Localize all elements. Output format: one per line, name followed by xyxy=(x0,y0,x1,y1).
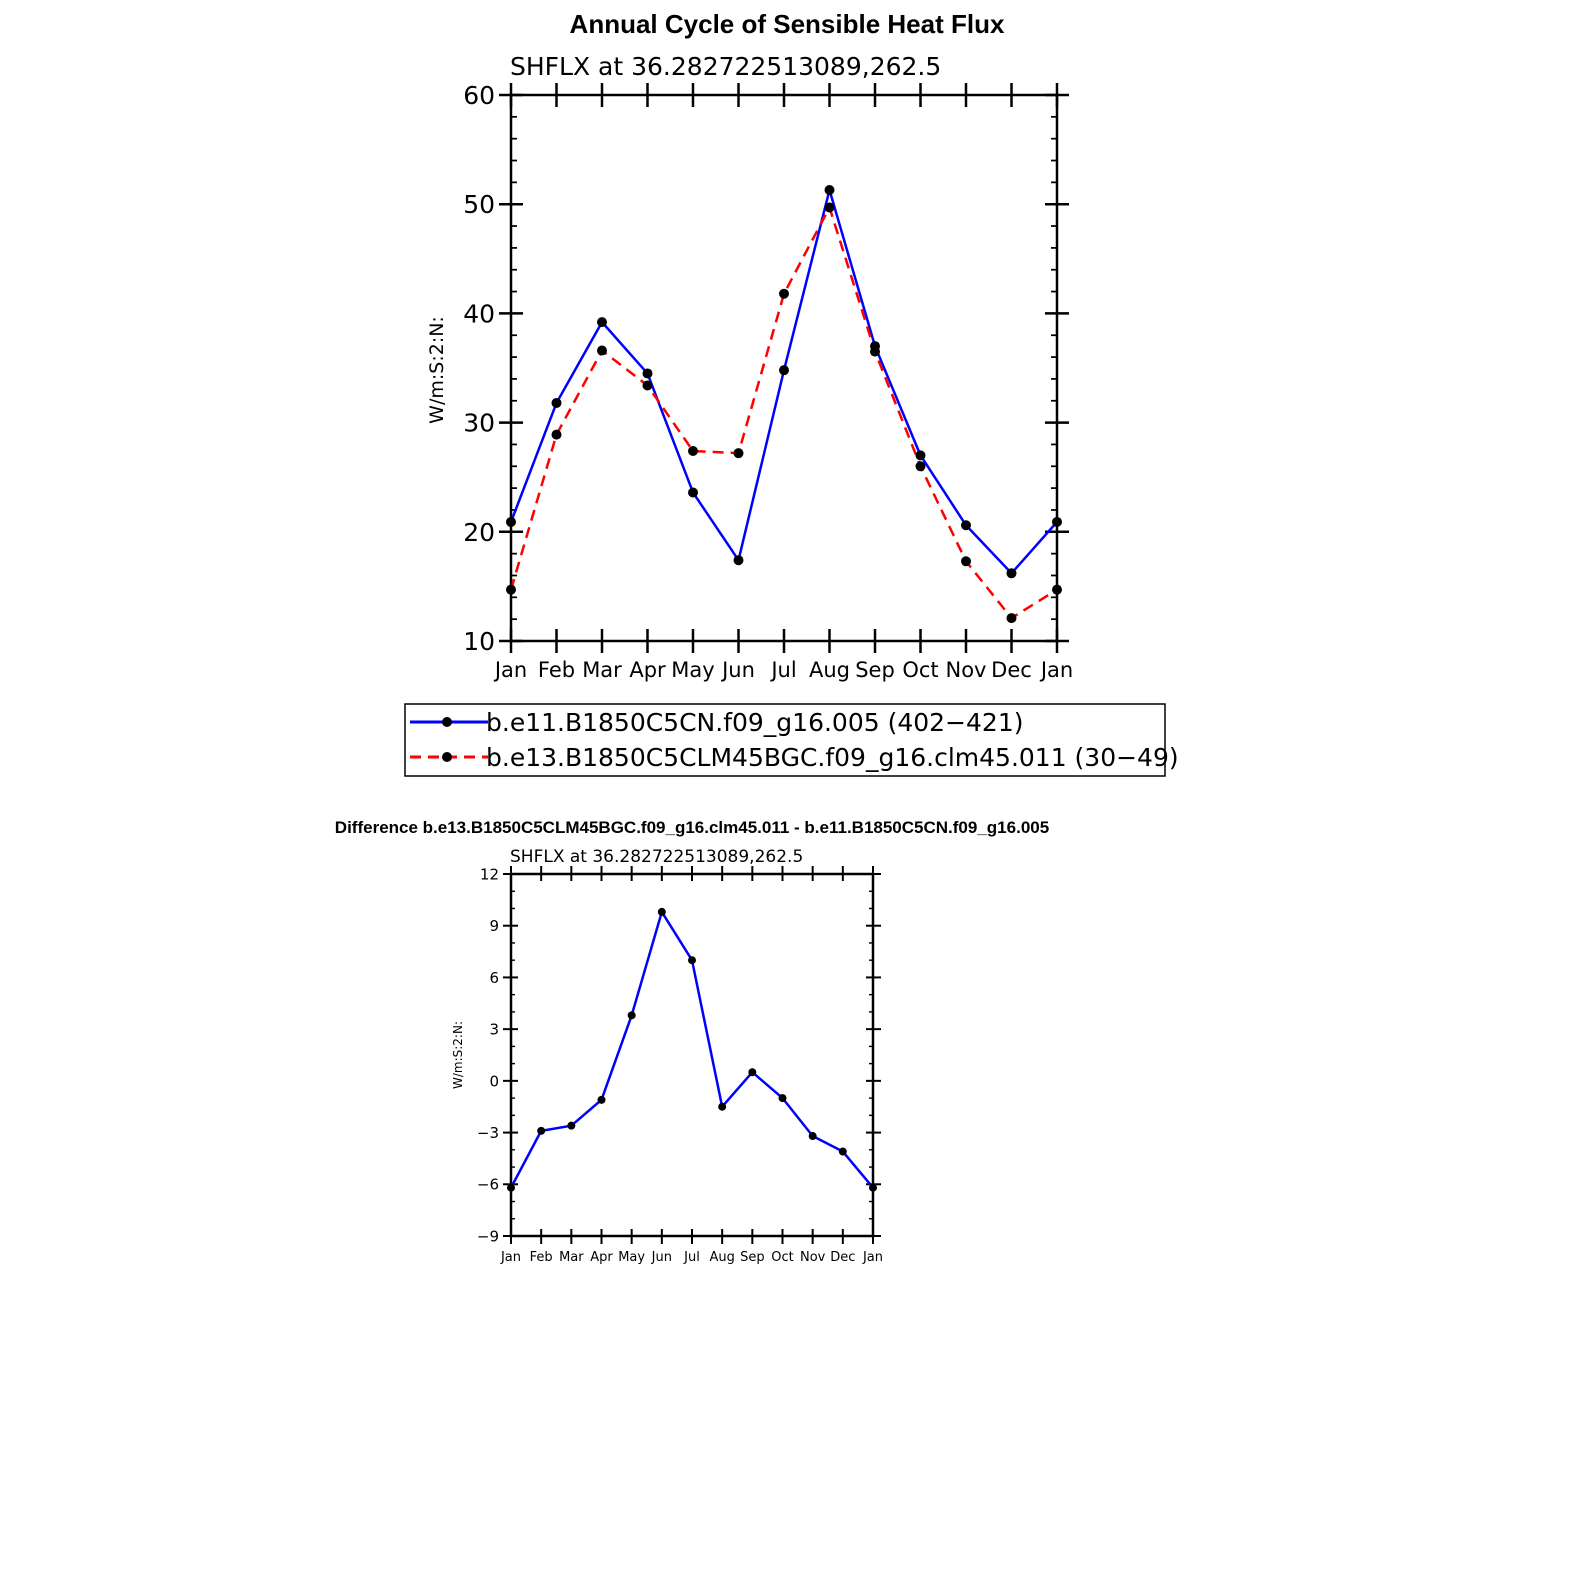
chart2-series-1-point xyxy=(809,1132,817,1140)
chart2-xtick-label: Dec xyxy=(830,1250,856,1265)
chart2-series-1-point xyxy=(537,1127,545,1135)
chart1-ytick-label: 60 xyxy=(463,81,495,110)
chart2-xtick-label: Jun xyxy=(651,1250,672,1265)
legend-marker-series-1 xyxy=(442,717,452,727)
chart1-series-2-point xyxy=(1052,585,1062,595)
chart1-series-1-point xyxy=(779,365,789,375)
chart2-xtick-label: Jul xyxy=(684,1250,700,1265)
chart2-ytick-label: 12 xyxy=(479,865,499,884)
chart1-xtick-label: Apr xyxy=(629,658,666,682)
chart1-series-2-point xyxy=(506,585,516,595)
chart1-series-2-point xyxy=(688,446,698,456)
chart1-series-2-point xyxy=(825,202,835,212)
chart2-series-1-point xyxy=(507,1184,515,1192)
chart2-series-1-point xyxy=(779,1094,787,1102)
chart1-xtick-label: May xyxy=(671,658,715,682)
chart1-subtitle: SHFLX at 36.282722513089,262.5 xyxy=(510,52,942,81)
chart2-frame xyxy=(511,874,873,1236)
chart2-xtick-label: Oct xyxy=(771,1250,794,1265)
chart1-xtick-label: Aug xyxy=(808,658,851,682)
chart1-series-1-point xyxy=(1052,517,1062,527)
chart1-xtick-label: Jan xyxy=(494,658,528,682)
chart2-ytick-label: 3 xyxy=(489,1020,499,1039)
chart2-ytick-label: 6 xyxy=(489,968,499,987)
chart2-series-1-point xyxy=(869,1184,877,1192)
chart1-series-2-point xyxy=(870,347,880,357)
chart2-series-1-point xyxy=(658,908,666,916)
chart1-series-1-point xyxy=(597,317,607,327)
chart2-xtick-label: Aug xyxy=(709,1250,735,1265)
chart1-series-2-point xyxy=(552,430,562,440)
chart1-series-2-line xyxy=(511,207,1057,618)
chart1-series-2-point xyxy=(1007,613,1017,623)
chart1-ytick-label: 10 xyxy=(463,627,495,656)
chart2-series-1-point xyxy=(628,1011,636,1019)
chart1-series-1-point xyxy=(643,368,653,378)
chart2-series-1-point xyxy=(748,1068,756,1076)
chart2-xtick-label: Mar xyxy=(559,1250,584,1265)
chart2-xtick-label: Feb xyxy=(529,1250,553,1265)
chart2-series-1-point xyxy=(839,1148,847,1156)
chart1-plot xyxy=(463,81,1073,682)
chart1-series-1-point xyxy=(734,555,744,565)
chart1-xtick-label: Mar xyxy=(582,658,622,682)
chart2-ytick-label: −9 xyxy=(476,1227,499,1246)
chart2-ytick-label: 0 xyxy=(489,1072,499,1091)
chart2-ytick-label: −3 xyxy=(476,1123,499,1142)
legend-marker-series-2 xyxy=(442,752,452,762)
chart2-title: Difference b.e13.B1850C5CLM45BGC.f09_g16.clm45.011 - b.e11.B1850C5CN.f09_g16.005 xyxy=(334,818,1050,837)
chart1-ytick-label: 40 xyxy=(463,299,495,329)
chart2-series-1-point xyxy=(598,1096,606,1104)
chart2-series-1-point xyxy=(567,1122,575,1130)
chart1-xtick-label: Dec xyxy=(991,658,1032,682)
chart1-ytick-label: 20 xyxy=(463,517,495,547)
chart1-ylabel: W/m:S:2:N: xyxy=(426,316,448,424)
chart2-xtick-label: Sep xyxy=(740,1250,765,1265)
chart1-title: Annual Cycle of Sensible Heat Flux xyxy=(569,9,1005,39)
chart1-series-2-point xyxy=(643,380,653,390)
chart1-series-2-point xyxy=(961,556,971,566)
chart1-series-1-point xyxy=(825,185,835,195)
chart1-series-2-point xyxy=(597,346,607,356)
chart1-xtick-label: Sep xyxy=(855,658,895,682)
chart2-subtitle: SHFLX at 36.282722513089,262.5 xyxy=(510,847,804,867)
chart2-ylabel: W/m:S:2:N: xyxy=(451,1021,465,1089)
chart1-xtick-label: Nov xyxy=(945,658,987,682)
chart1-series-1-point xyxy=(1007,568,1017,578)
chart1-series-1-point xyxy=(961,520,971,530)
chart2-xtick-label: Nov xyxy=(799,1250,826,1265)
chart2-plot xyxy=(477,865,883,1265)
chart2-xtick-label: Apr xyxy=(590,1250,613,1265)
chart1-series-1-point xyxy=(552,398,562,408)
chart1-series-1-point xyxy=(506,517,516,527)
chart2-xtick-label: Jan xyxy=(862,1250,884,1265)
chart1-series-2-point xyxy=(916,461,926,471)
chart1-xtick-label: Jun xyxy=(722,658,755,682)
chart1-series-1-line xyxy=(511,190,1057,573)
chart1-xtick-label: Jan xyxy=(1040,658,1074,682)
chart1-xtick-label: Jul xyxy=(771,658,797,682)
chart2-ytick-label: 9 xyxy=(489,917,499,936)
chart1-ytick-label: 30 xyxy=(463,408,495,438)
chart1-legend xyxy=(405,704,1179,776)
chart1-series-1-point xyxy=(916,450,926,460)
chart2-xtick-label: May xyxy=(618,1250,646,1265)
chart1-series-2-point xyxy=(734,448,744,458)
chart1-series-1-point xyxy=(688,487,698,497)
chart2-series-1-point xyxy=(718,1103,726,1111)
chart1-series-2-point xyxy=(779,289,789,299)
chart2-ytick-label: −6 xyxy=(476,1175,499,1194)
chart2-series-1-line xyxy=(511,912,873,1188)
legend-label-series-1: b.e11.B1850C5CN.f09_g16.005 (402−421) xyxy=(486,708,1024,737)
chart2-series-1-point xyxy=(688,956,696,964)
chart1-ytick-label: 50 xyxy=(463,190,495,220)
chart2-xtick-label: Jan xyxy=(500,1250,522,1265)
chart1-xtick-label: Feb xyxy=(537,658,576,682)
legend-label-series-2: b.e13.B1850C5CLM45BGC.f09_g16.clm45.011 (30−49) xyxy=(486,743,1179,772)
chart1-xtick-label: Oct xyxy=(902,658,939,682)
